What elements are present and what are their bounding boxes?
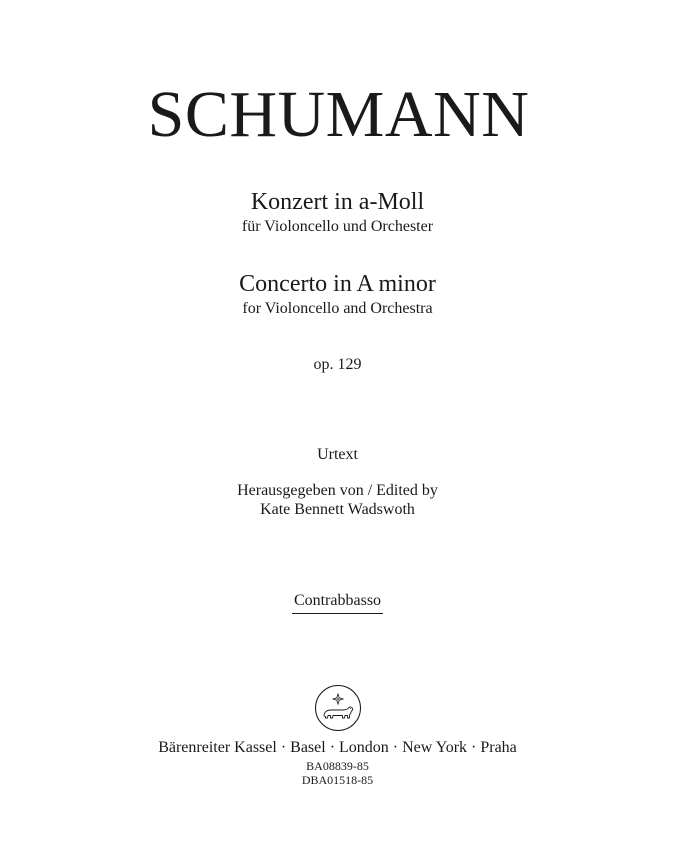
baerenreiter-bear-logo-icon [314, 684, 362, 732]
opus-number: op. 129 [313, 356, 362, 373]
catalog-number-secondary: DBA01518-85 [301, 773, 374, 787]
edition-type: Urtext [317, 446, 358, 463]
composer-name: SCHUMANN [147, 78, 530, 151]
editor-name: Kate Bennett Wadswoth [260, 501, 415, 518]
publisher-cities: Bärenreiter Kassel · Basel · London · New York · Praha [158, 739, 517, 756]
catalog-number: BA08839-85 [306, 759, 369, 773]
german-subtitle: für Violoncello und Orchester [241, 218, 434, 235]
english-title: Concerto in A minor [239, 271, 436, 297]
german-title: Konzert in a-Moll [250, 189, 425, 215]
part-label-wrapper [0, 591, 675, 614]
english-subtitle: for Violoncello and Orchestra [242, 300, 433, 317]
edited-by-label: Herausgegeben von / Edited by [237, 482, 438, 499]
part-name: Contrabbasso [292, 591, 383, 614]
